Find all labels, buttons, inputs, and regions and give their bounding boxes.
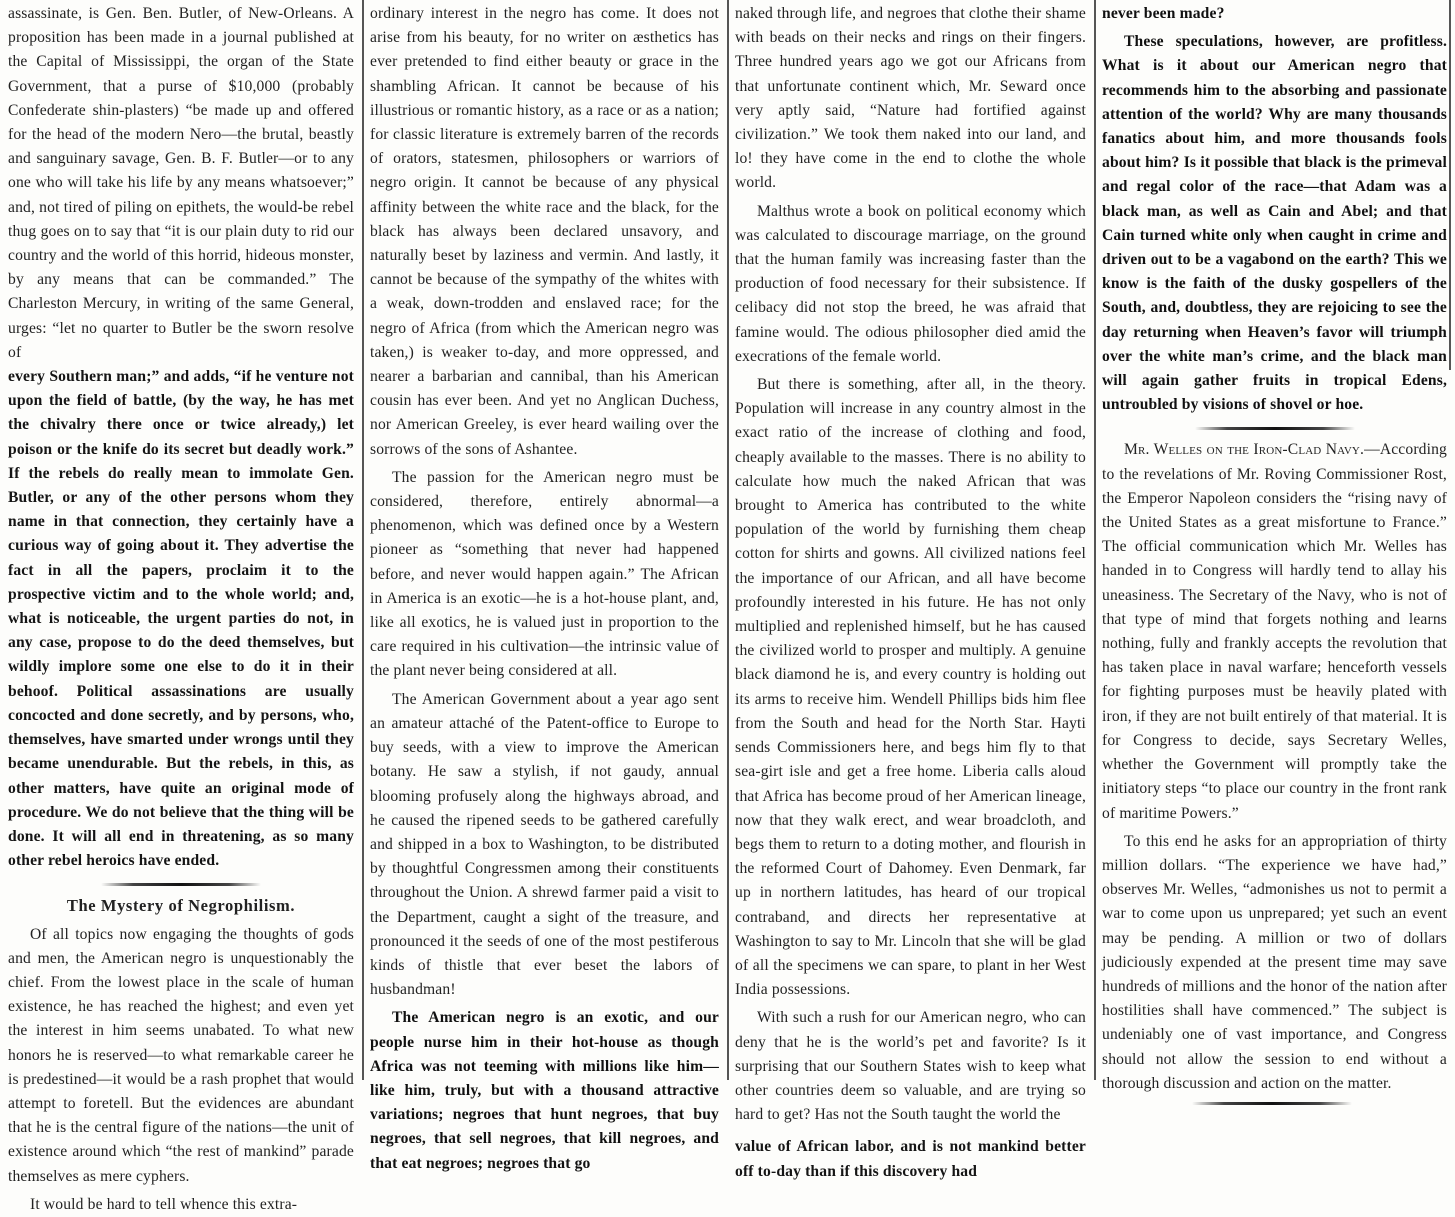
column-1 — [0, 0, 362, 1213]
paragraph-reprint: value of African labor, and is not mankind better off to-day than if this discovery had — [735, 1138, 1086, 1180]
column-2 — [362, 0, 727, 1172]
paragraph: never been made? — [1102, 5, 1225, 22]
paragraph: ordinary interest in the negro has come. It does not arise from his beauty, for no writer on æsthetics has ever pretended to find either beauty or grace in the shambling African. It cannot be because of his illustrious or romantic history, as a race or as a nation; for classic literature is extremely barren of the records of orators, statesmen, philosophers or warriors of negro origin. It cannot be because of any physical affinity between the white race and the black, for the black has always been declared unsavory, and naturally beset by laziness and vermin. And lastly, it cannot be because of the sympathy of the whites with a weak, down-trodden and enslaved race; for the negro of Africa (from which the American negro was taken,) is weaker to-day, and more oppressed, and nearer a barbarian and cannibal, than his American cousin has ever been. And yet no Anglican Duchess, nor American Greeley, is ever heard wailing over the sorrows of the sons of Ashantee. — [370, 5, 719, 458]
paragraph: assassinate, is Gen. Ben. Butler, of New-Orleans. A proposition has been made in a journal published at the Capital of Mississippi, the organ of the State Government, that a purse of $10,000 (probably Confederate shin-plasters) “be made up and offered for the head of the modern Nero—the brutal, beastly and sanguinary savage, Gen. B. F. Butler—or to any one who will take his life by any means whatsoever;” and, not tired of piling on epithets, the would-be rebel thug goes on to say that “it is our plain duty to rid our country and the world of this horrid, hideous monster, by any means that can be commanded.” The Charleston Mercury, in writing of the same General, urges: “let no quarter to Butler be the sworn resolve of — [8, 5, 354, 361]
paragraph: It would be hard to tell whence this extra- — [30, 1195, 298, 1213]
paragraph: The American negro is an exotic, and our people nurse him in their hot-house as though Africa was not teeming with millions like him—like him, truly, but with a thousand attractive variations; negroes that hunt negroes, that buy negroes, that sell negroes, that kill negroes, and that eat negroes; negroes that go — [370, 1009, 719, 1172]
article-heading: The Mystery of Negrophilism. — [66, 896, 296, 916]
section-divider — [1192, 1102, 1352, 1105]
paragraph: To this end he asks for an appropriation of thirty million dollars. “The experience we have had,” observes Mr. Welles, “admonishes us not to permit a war to come upon us unprepared; yet such an event may be pending. A million or two of dollars judiciously expended at the present time may save hundreds of millions and the honor of the nation after hostilities shall have commenced.” The subject is undeniably one of vast importance, and Congress should not allow the session to end without a thorough discussion and action on the matter. — [1102, 832, 1447, 1092]
paragraph: But there is something, after all, in the theory. Population will increase in any country almost in the exact ratio of the increase of clothing and food, cheaply available to the masses. There is no ability to calculate how much the naked African that was brought to America has contributed to the white population of the world by furnishing them cheap cotton for shirts and gowns. All civilized nations feel the importance of our African, and all have become profoundly interested in his future. He has not only multiplied and replenished himself, but he has caused the civilized world to prosper and multiply. A genuine black diamond he is, and every country is holding out its arms to receive him. Wendell Phillips bids him flee from the South and head for the North Star. Hayti sends Commissioners here, and begs him fly to that sea-girt isle and get a free home. Liberia calls aloud that Africa has become proud of her American lineage, now that they walk erect, and wear broadcloth, and begs them to return to a doting mother, and flourish in the reformed Court of Dahomey. Even Denmark, far up in northern latitudes, has heard of our tropical contraband, and directs her representative at Washington to say to Mr. Lincoln that she will be glad of all the specimens we can spare, to plant in her West India possessions. — [735, 376, 1086, 999]
paragraph: The American Government about a year ago sent an amateur attaché of the Patent-office to Europe to buy seeds, with a view to improve the American botany. He saw a stylish, if not gaudy, annual blooming profusely along the highways abroad, and he caused the ripened seeds to be gathered carefully and shipped in a box to Washington, to be distributed by thoughtful Congressmen among their constituents throughout the Union. A shrewd farmer paid a visit to the Department, caught a sight of the treasure, and pronounced it the seeds of one of the most pestiferous kinds of thistle that ever beset the labors of husbandman! — [370, 690, 719, 999]
article-body: According to the revelations of Mr. Roving Commissioner Rost, the Emperor Napoleon considers the “rising navy of the United States as a great misfortune to France.” The official communication which Mr. Welles has handed in to Congress will hardly tend to allay his uneasiness. The Secretary of the Navy, who is not of that type of mind that forgets nothing and learns nothing, fully and frankly accepts the revolution that has taken place in naval warfare; henceforth vessels for fighting purposes must be heavily plated with iron, if they are not built entirely of that material. It is for Congress to decide, says Secretary Welles, whether the Government will promptly take the initiatory steps “to place our country in the front rank of maritime Powers.” — [1102, 441, 1447, 822]
paragraph: naked through life, and negroes that clothe their shame with beads on their necks and rings on their fingers. Three hundred years ago we got our Africans from that unfortunate continent which, Mr. Seward once very aptly said, “Nature had fortified against civilization.” We took them naked into our land, and lo! they have come in the end to clothe the whole world. — [735, 5, 1086, 192]
section-divider — [101, 883, 261, 886]
paragraph: The passion for the American negro must be considered, therefore, entirely abnormal—a phenomenon, which was defined once by a Western pioneer as “something that never had happened before, and never would happen again.” The African in America is an exotic—he is a hot-house plant, and, like all exotics, he is valued just in proportion to the care required in his cultivation—the intrinsic value of the plant never being considered at all. — [370, 468, 719, 680]
paragraph: Of all topics now engaging the thoughts of gods and men, the American negro is unquestionably the chief. From the lowest place in the scale of human existence, he has reached the highest; and even yet the interest in him seems unabated. To what new honors he is reserved—to what remarkable career he is predestined—it would be a rash prophet that would attempt to foretell. But the evidences are abundant that he is the central figure of the nations—the unit of existence around which “the rest of mankind” parade themselves as mere cyphers. — [8, 925, 354, 1185]
article-title: Mr. Welles on the Iron-Clad Navy.— — [1124, 441, 1380, 459]
column-4 — [1094, 0, 1455, 1092]
paragraph-reprint: every Southern man;” and adds, “if he venture not upon the field of battle, (by the way, he has met the chivalry there once or twice already,) let poison or the knife do its secret but deadly work.” If the rebels do really mean to immolate Gen. Butler, or any of the other persons whom they name in that connection, they certainly have a curious way of going about it. They advertise the fact in all the papers, proclaim it to the prospective victim and to the whole world; and, what is noticeable, the urgent parties do not, in any case, propose to do the deed themselves, but wildly implore some one else to do it in their behoof. Political assassinations are usually concocted and done secretly, and by persons, who, themselves, have smarted under wrongs until they became unendurable. But the rebels, in this, as other matters, have quite an original mode of procedure. We do not believe that the thing will be done. It will all end in threatening, as so many other rebel heroics have ended. — [8, 368, 354, 870]
paragraph: With such a rush for our American negro, who can deny that he is the world’s pet and favorite? Is it surprising that our Southern States wish to keep what other countries deem so valuable, and are trying so hard to get? Has not the South taught the world the — [735, 1009, 1086, 1124]
paragraph: These speculations, however, are profitless. What is it about our American negro that recommends him to the absorbing and passionate attention of the world? Why are many thousands fanatics about him, and more thousands fools about him? Is it possible that black is the primeval and regal color of the race—that Adam was a black man, as well as Cain and Abel; and that Cain turned white only when caught in crime and driven out to be a vagabond on the earth? This we know is the faith of the dusky gospellers of the South, and, doubtless, they are rejoicing to see the day returning when Heaven’s favor will triumph over the white man’s crime, and the black man will again gather fruits in tropical Edens, untroubled by visions of shovel or hoe. — [1102, 33, 1447, 414]
paragraph — [1102, 438, 1447, 825]
column-3 — [727, 0, 1094, 1180]
section-divider — [1195, 427, 1355, 430]
paragraph: Malthus wrote a book on political economy which was calculated to discourage marriage, on the ground that the human family was increasing faster than the production of food necessary for their subsistence. If celibacy did not stop the breed, he was afraid that famine would. The odious philosopher died amid the execrations of the female world. — [735, 202, 1086, 365]
